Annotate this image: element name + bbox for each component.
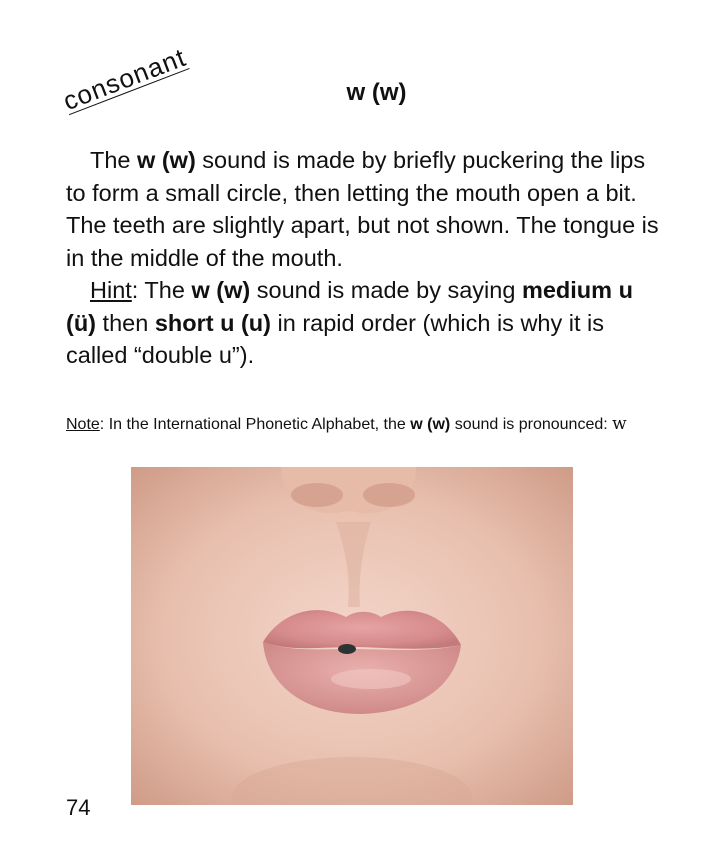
category-label: consonant bbox=[58, 41, 191, 117]
text-run: sound is pronounced: bbox=[450, 416, 613, 433]
body-text bbox=[66, 144, 666, 372]
page-title: w (w) bbox=[346, 79, 407, 106]
text-run: : The bbox=[131, 277, 192, 303]
note-label: Note bbox=[66, 416, 100, 433]
sound-symbol: w (w) bbox=[410, 416, 451, 433]
sound-short-u: short u (u) bbox=[154, 309, 271, 336]
lips-photo bbox=[131, 467, 573, 805]
ipa-symbol: w bbox=[612, 414, 627, 434]
page-number: 74 bbox=[66, 795, 91, 820]
mouth-opening bbox=[338, 644, 356, 654]
text-run: : In the International Phonetic Alphabet, the bbox=[99, 416, 411, 433]
text-run: then bbox=[96, 309, 155, 336]
sound-symbol: w (w) bbox=[137, 147, 196, 173]
hint-label: Hint bbox=[90, 277, 132, 303]
text-run: The bbox=[90, 147, 138, 173]
text-run: sound is made by saying bbox=[250, 277, 522, 303]
puckered-lips-illustration bbox=[131, 467, 573, 805]
lip-highlight bbox=[331, 669, 411, 689]
nostril-left bbox=[291, 483, 343, 507]
text-run: sound is made by briefly puckering the lips to form a small circle, then letting the mouth open a bit. The teeth are slightly apart, but not shown. The tongue is in the middle of the mouth. bbox=[66, 147, 659, 271]
sound-medium-u: medium u (ü) bbox=[66, 277, 633, 336]
ipa-note bbox=[66, 413, 666, 436]
hint-paragraph bbox=[66, 274, 666, 372]
nostril-right bbox=[363, 483, 415, 507]
description-paragraph bbox=[66, 144, 666, 274]
text-run: in rapid order (which is why it is called “double u”). bbox=[66, 309, 605, 368]
sound-symbol: w (w) bbox=[191, 277, 251, 303]
